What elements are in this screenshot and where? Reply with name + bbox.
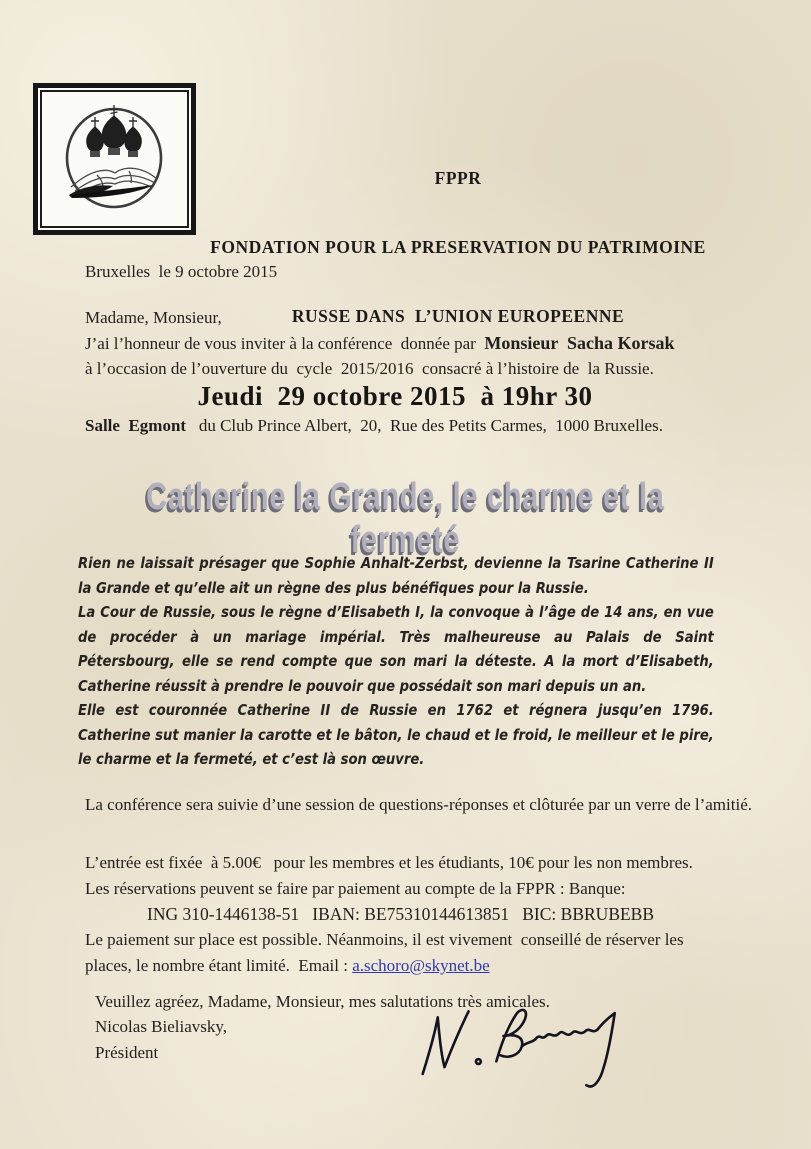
payment-note-text: places, le nombre étant limité. Email : <box>85 956 353 975</box>
qa-note: La conférence sera suivie d’une session de questions-réponses et clôturée par un verre de l’amitié. <box>85 795 752 814</box>
signature-handwritten <box>410 992 659 1110</box>
church-domes-book-icon <box>45 95 184 223</box>
bank-details: ING 310-1446138-51 IBAN: BE75310144613851 BIC: BBRUBEBB <box>147 904 655 924</box>
abstract-paragraph: Elle est couronnée Catherine II de Russie en 1762 et régnera jusqu’en 1796. Catherine sut manier la carotte et le bâton, le chaud et le froid, le meilleur et le pire, le charme et la fermeté, et c’est là son œuvre. <box>78 701 714 768</box>
abstract-paragraph: Rien ne laissait présager que Sophie Anhalt-Zerbst, devienne la Tsarine Catherine II la Grande et qu’elle ait un règne des plus bénéfiques pour la Russie. <box>78 554 714 597</box>
closing-formula: Veuillez agréez, Madame, Monsieur, mes salutations très amicales. <box>95 992 550 1011</box>
signer-name: Nicolas Bieliavsky, <box>95 1017 228 1036</box>
org-abbr: FPPR <box>434 168 482 188</box>
invitation-line2: à l’occasion de l’ouverture du cycle 2015/2016 consacré à l’histoire de la Russie. <box>85 359 654 378</box>
speaker-name: Monsieur Sacha Korsak <box>484 333 675 353</box>
talk-title: Catherine la Grande, le charme et la fermeté <box>146 476 665 561</box>
pricing-line: L’entrée est fixée à 5.00€ pour les membres et les étudiants, 10€ pour les non membres. <box>85 853 693 872</box>
org-name-line2: RUSSE DANS L’UNION EUROPEENNE <box>291 306 625 326</box>
salutation: Madame, Monsieur, <box>85 308 222 327</box>
payment-note-line1: Le paiement sur place est possible. Néanmoins, il est vivement conseillé de réserver les <box>85 930 684 949</box>
dateline: Bruxelles le 9 octobre 2015 <box>85 262 278 281</box>
invitation-line1 <box>85 333 675 354</box>
abstract-paragraph: La Cour de Russie, sous le règne d’Elisabeth I, la convoque à l’âge de 14 ans, en vue de procéder à un mariage impérial. Très malheureuse au Palais de Saint Pétersbourg, elle se rend compte que son mari la déteste. A la mort d’Elisabeth, Catherine réussit à prendre le pouvoir que possédait son mari depuis un an. <box>78 603 714 695</box>
venue-address: du Club Prince Albert, 20, Rue des Petits Carmes, 1000 Bruxelles. <box>186 416 663 435</box>
venue-line <box>85 416 663 436</box>
signer-title: Président <box>95 1043 159 1062</box>
org-name-line1: FONDATION POUR LA PRESERVATION DU PATRIMOINE <box>210 237 706 257</box>
invitation-text: J’ai l’honneur de vous inviter à la conférence donnée par <box>85 334 485 353</box>
talk-abstract <box>78 551 714 772</box>
payment-note-line2 <box>85 956 490 976</box>
fppr-logo <box>33 83 196 235</box>
talk-title-banner <box>0 476 811 562</box>
event-datetime: Jeudi 29 octobre 2015 à 19hr 30 <box>197 381 593 411</box>
venue-room: Salle Egmont <box>85 416 187 435</box>
reservation-line: Les réservations peuvent se faire par paiement au compte de la FPPR : Banque: <box>85 879 626 898</box>
email-link[interactable]: a.schoro@skynet.be <box>352 956 490 975</box>
